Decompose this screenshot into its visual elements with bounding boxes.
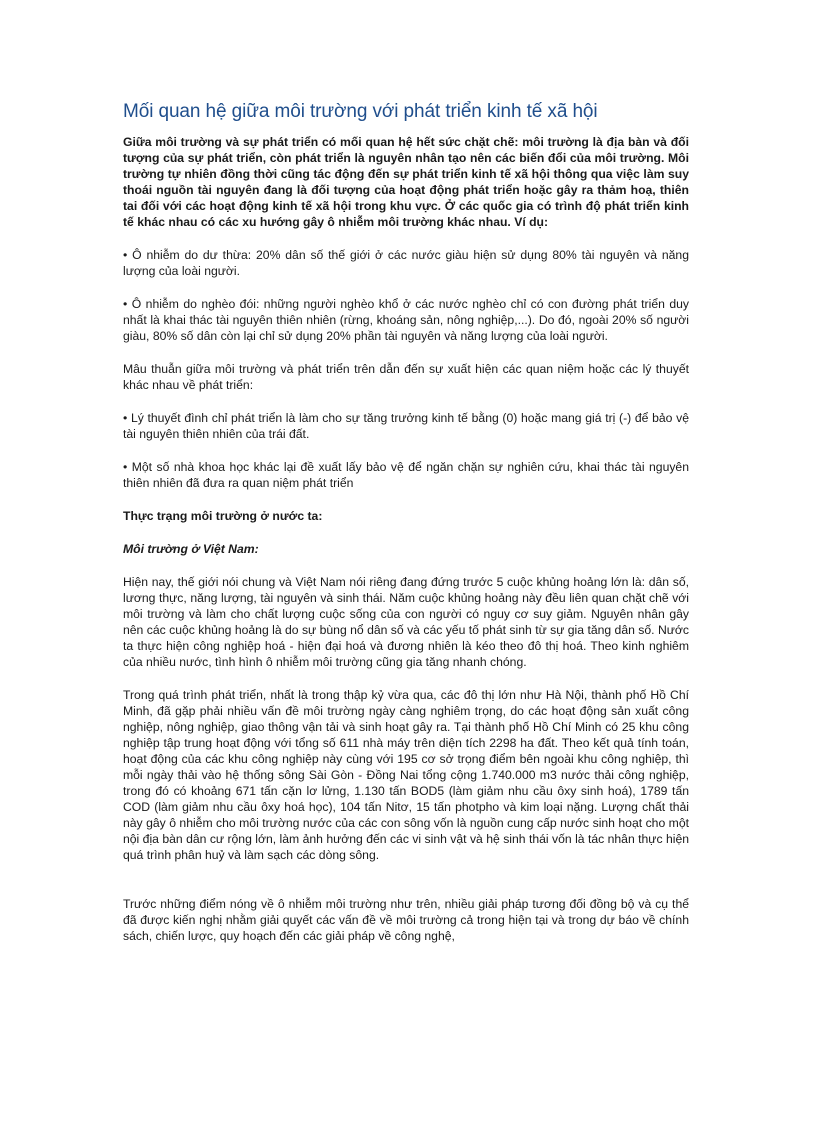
- section-subheading: Môi trường ở Việt Nam:: [123, 542, 259, 556]
- document-title: Mối quan hệ giữa môi trường với phát triển kinh tế xã hội: [123, 101, 598, 122]
- bullet-pollution-excess: • Ô nhiễm do dư thừa: 20% dân số thế giới ở các nước giàu hiện sử dụng 80% tài nguyên và năng lượng của loài người.: [123, 248, 689, 278]
- paragraph-crises: Hiện nay, thế giới nói chung và Việt Nam nói riêng đang đứng trước 5 cuộc khủng hoảng lớn là: dân số, lương thực, năng lượng, tài nguyên và sinh thái. Năm cuộc khủng hoảng này đều liên quan chặt chẽ với môi trường và làm cho chất lượng cuộc sống của con người có nguy cơ suy giảm. Nguyên nhân gây nên các cuộc khủng hoảng là do sự bùng nổ dân số và các yếu tố phát sinh từ sự gia tăng dân số. Nước ta thực hiện công nghiệp hoá - hiện đại hoá và đương nhiên là kéo theo đô thị hoá. Theo kinh nghiêm của nhiều nước, tình hình ô nhiễm môi trường cũng gia tăng nhanh chóng.: [123, 575, 689, 669]
- document-page: [123, 100, 689, 961]
- paragraph-solutions: Trước những điểm nóng về ô nhiễm môi trường như trên, nhiều giải pháp tương đối đồng bộ và cụ thể đã được kiến nghị nhằm giải quyết các vấn đề về môi trường cả trong hiện tại và trong dự báo về chính sách, chiến lược, quy hoạch đến các giải pháp về công nghệ,: [123, 897, 689, 943]
- intro-paragraph: Giữa môi trường và sự phát triển có mối quan hệ hết sức chặt chẽ: môi trường là địa bàn và đối tượng của sự phát triển, còn phát triển là nguyên nhân tạo nên các biến đổi của môi trường. Môi trường tự nhiên đồng thời cũng tác động đến sự phát triển kinh tế xã hội thông qua việc làm suy thoái nguồn tài nguyên đang là đối tượng của hoạt động phát triển hoặc gây ra thảm hoạ, thiên tai đối với các hoạt động kinh tế xã hội trong khu vực. Ở các quốc gia có trình độ phát triển kinh tế khác nhau có các xu hướng gây ô nhiễm môi trường khác nhau. Ví dụ:: [123, 135, 689, 229]
- paragraph-urban-pollution: Trong quá trình phát triển, nhất là trong thập kỷ vừa qua, các đô thị lớn như Hà Nội, thành phố Hồ Chí Minh, đã gặp phải nhiều vấn đề môi trường ngày càng nghiêm trọng, do các hoạt động sản xuất công nghiệp, nông nghiệp, giao thông vận tải và sinh hoạt gây ra. Tại thành phố Hồ Chí Minh có 25 khu công nghiệp tập trung hoạt động với tổng số 611 nhà máy trên diện tích 2298 ha đất. Theo kết quả tính toán, hoạt động của các khu công nghiệp này cùng với 195 cơ sở trọng điểm bên ngoài khu công nghiệp, thì mỗi ngày thải vào hệ thống sông Sài Gòn - Đồng Nai tổng cộng 1.740.000 m3 nước thải công nghiệp, trong đó có khoảng 671 tấn cặn lơ lửng, 1.130 tấn BOD5 (làm giảm nhu cầu ôxy sinh hoá), 1789 tấn COD (làm giảm nhu cầu ôxy hoá học), 104 tấn Nitơ, 15 tấn photpho và kim loại nặng. Lượng chất thải này gây ô nhiễm cho môi trường nước của các con sông vốn là nguồn cung cấp nước sinh hoạt cho một nội địa bàn dân cư rộng lớn, làm ảnh hưởng đến các vi sinh vật và hệ sinh thái vốn là tác nhân thực hiện quá trình phân huỷ và làm sạch các dòng sông.: [123, 688, 689, 862]
- bullet-pollution-poverty: • Ô nhiễm do nghèo đói: những người nghèo khổ ở các nước nghèo chỉ có con đường phát triển duy nhất là khai thác tài nguyên thiên nhiên (rừng, khoáng sản, nông nghiệp,...). Do đó, ngoài 20% số người giàu, 80% số dân còn lại chỉ sử dụng 20% phần tài nguyên và năng lượng của loài người.: [123, 297, 689, 343]
- bullet-theory-halt: • Lý thuyết đình chỉ phát triển là làm cho sự tăng trưởng kinh tế bằng (0) hoặc mang giá trị (-) để bảo vệ tài nguyên thiên nhiên của trái đất.: [123, 411, 689, 441]
- section-heading: Thực trạng môi trường ở nước ta:: [123, 509, 323, 523]
- paragraph-contradiction: Mâu thuẫn giữa môi trường và phát triển trên dẫn đến sự xuất hiện các quan niệm hoặc các lý thuyết khác nhau về phát triển:: [123, 362, 689, 392]
- bullet-theory-protection: • Một số nhà khoa học khác lại đề xuất lấy bảo vệ để ngăn chặn sự nghiên cứu, khai thác tài nguyên thiên nhiên đã đưa ra quan niệm phát triển: [123, 460, 689, 490]
